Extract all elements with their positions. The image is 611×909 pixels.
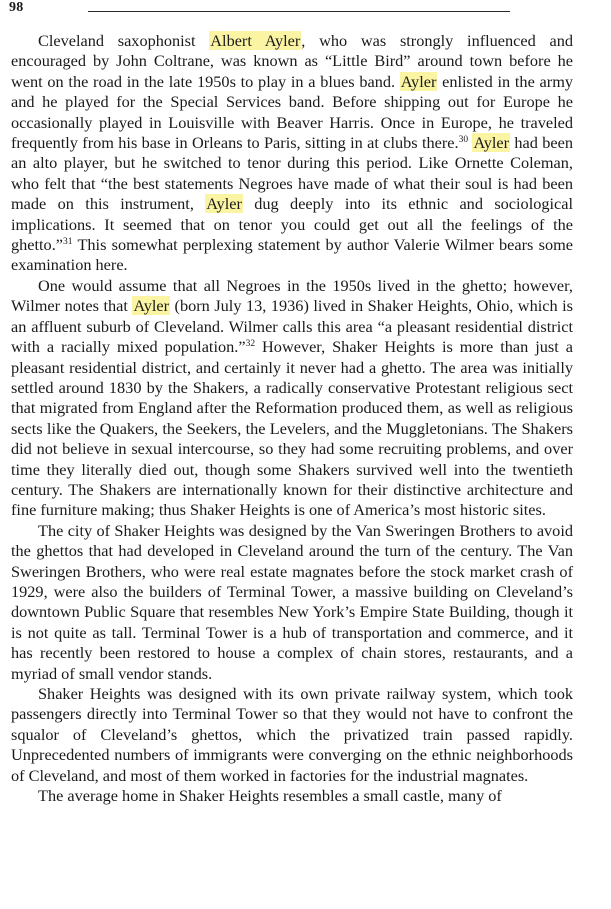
text-run: The city of Shaker Heights was designed by the Van Sweringen Brothers to avoid the ghettos that had developed in Cleveland around the turn of the century. The Van Sweringen Brothers, who were real estate magnates before the stock market crash of 1929, were also the builders of Terminal Tower, a massive building on Cleveland’s downtown Public Square that resembles New York’s Empire State Building, though it is not quite as tall. Terminal Tower is a hub of transportation and commerce, and it has recently been restored to house a complex of chain stores, restaurants, and a myriad of small vendor stands.: [11, 520, 573, 683]
highlighted-text: Albert Ayler: [210, 31, 301, 50]
text-run: enlisted in the army and he played for the Special Services band. Before shipping out for Europe he occasionally played in Louisville with Beaver Harris. Once in Europe, he traveled frequently from his base in Orleans to Paris, sitting in at clubs there.: [11, 71, 573, 153]
highlighted-text: Ayler: [206, 194, 242, 214]
text-run: dug deeply into its ethnic and sociological implications. It seemed that on tenor you could get out all the feelings of the ghetto.”: [11, 194, 574, 255]
text-run: Cleveland saxophonist: [38, 31, 210, 50]
text-run: This somewhat perplexing statement by author Valerie Wilmer bears some examination here.: [11, 235, 573, 275]
text-run: The average home in Shaker Heights resembles a small castle, many of: [38, 786, 502, 806]
header-rule: [88, 11, 510, 12]
footnote-ref: 32: [245, 339, 256, 350]
page-number: 98: [9, 0, 24, 15]
highlighted-text: Ayler: [473, 133, 510, 153]
paragraph: [11, 276, 573, 521]
paragraph: [11, 786, 573, 806]
text-run: had been an alto player, but he switched to tenor during this period. Like Ornette Coleman, who felt that “the best statements Negroes have made of what their soul is had been made on this instrument,: [11, 133, 573, 214]
footnote-ref: 30: [458, 135, 469, 146]
footnote-ref: 31: [63, 237, 73, 248]
text-run: One would assume that all Negroes in the 1950s lived in the ghetto; however, Wilmer notes that: [11, 275, 573, 316]
highlighted-text: Ayler: [400, 71, 437, 91]
body-text: [11, 31, 573, 806]
text-run: Shaker Heights was designed with its own private railway system, which took passengers directly into Terminal Tower so that they would not have to confront the squalor of Cleveland’s ghettos, which the privatized train passed rapidly. Unprecedented numbers of immigrants were converging on the ethnic neighborhoods of Cleveland, and most of them worked in factories for the industrial magnates.: [11, 684, 573, 785]
paragraph: [11, 31, 573, 276]
text-run: However, Shaker Heights is more than just a pleasant residential district, and certainly it never had a ghetto. The area was initially settled around 1830 by the Shakers, a radically conservative Protestant religious sect that migrated from England after the Reformation produced them, as well as religious sects like the Quakers, the Seekers, the Levelers, and the Muggletonians. The Shakers did not believe in sexual intercourse, so they had some recruiting problems, and over time they literally died out, though some Shakers survived well into the twentieth century. The Shakers are internationally known for their distinctive architecture and fine furniture making; thus Shaker Heights is one of America’s most historic sites.: [11, 337, 573, 520]
paragraph: [11, 684, 573, 786]
text-run: (born July 13, 1936) lived in Shaker Heights, Ohio, which is an affluent suburb of Cleveland. Wilmer calls this area “a pleasant residential district with a racially mixed population.”: [11, 296, 573, 357]
highlighted-text: Ayler: [133, 296, 170, 316]
text-run: , who was strongly influenced and encouraged by John Coltrane, was known as “Little Bird” around town before he went on the road in the late 1950s to play in a blues band.: [11, 31, 574, 91]
paragraph: [11, 521, 573, 684]
